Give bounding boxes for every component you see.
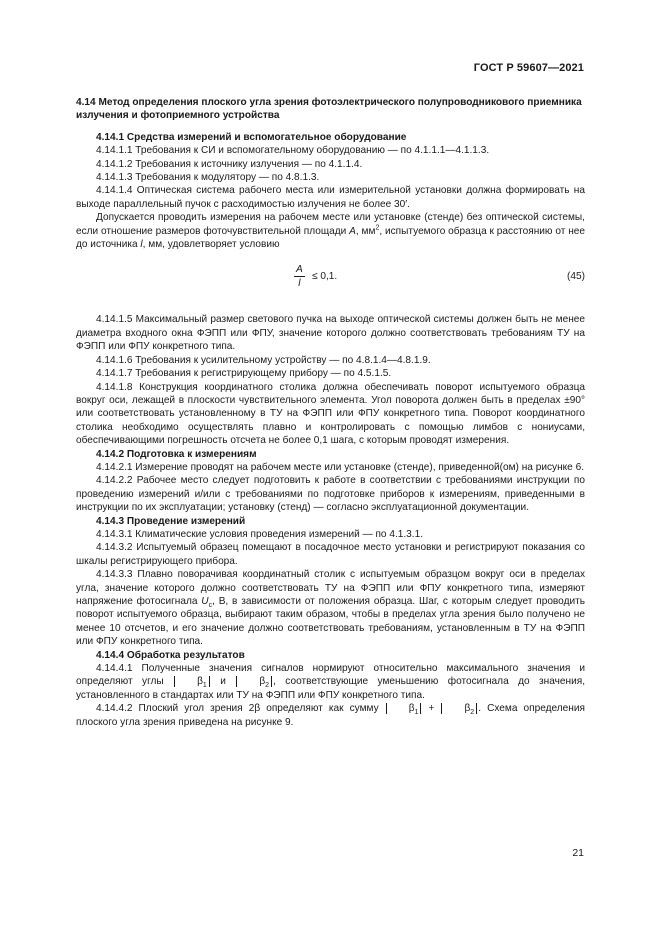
formula-denominator: l	[298, 278, 301, 290]
abs-beta-2: $\beta_2$	[236, 676, 272, 687]
section-title: 4.14 Метод определения плоского угла зрения фотоэлектрического полупроводникового приемника излучения и фотоприемного устройства	[76, 97, 582, 122]
subsection-heading-4-14-2: 4.14.2 Подготовка к измерениям	[96, 448, 257, 460]
abs-beta-1-sum: $\beta_1$	[386, 703, 422, 714]
paragraph-4-14-3-3: 4.14.3.3 Плавно поворачивая координатный столик с испытуемым образцом вокруг оси в пределах угла, значение которого должно соответствовать ТУ на ФЭПП или ФПУ конкретного типа, измеряют напряжение фотосигнала $U_c$, В, в зависимости от положения образца. Шаг, с которым следует проводить поворот испытуемого образца, выбирают таким образом, чтобы в пределах угла зрения было получено не менее 10 отсчетов, и его значение должно соответствовать требованиям, установленным в ТУ на ФЭПП или ФПУ конкретного типа.	[76, 569, 585, 648]
paragraph-4-14-3-2: 4.14.3.2 Испытуемый образец помещают в посадочное место установки и регистрируют показания со шкалы регистрирующего прибора.	[76, 542, 585, 567]
paragraph-4-14-1-4: 4.14.1.4 Оптическая система рабочего места или измерительной установки должна формировать на выходе параллельный пучок с расходимостью излучения не более 30′.	[76, 185, 585, 210]
paragraph-4-14-1-3: 4.14.1.3 Требования к модулятору — по 4.8.1.3.	[96, 172, 320, 184]
abs-beta-2-sum: $\beta_2$	[441, 703, 477, 714]
equation-number: (45)	[567, 271, 585, 283]
paragraph-condition: Допускается проводить измерения на рабочем месте или установке (стенде) без оптической системы, если отношение размеров фоточувствительной площади A, $мм^2$, испытуемого образца к расстоянию от нее до источника l, мм, удовлетворяет условию	[76, 212, 585, 251]
formula-numerator: A	[296, 264, 303, 276]
paragraph-4-14-4-1: 4.14.4.1 Полученные значения сигналов нормируют относительно максимального значения и определяют углы $\beta_1$ и $\beta_2$ , соответствующие уменьшению фотосигнала до значения, установленного в стандартах или ТУ на ФЭПП или ФПУ конкретного типа.	[76, 663, 586, 701]
document-code-header: ГОСТ Р 59607—2021	[473, 62, 584, 74]
formula-45	[76, 261, 585, 301]
formula-fraction	[294, 263, 305, 290]
paragraph-4-14-1-6: 4.14.1.6 Требования к усилительному устройству — по 4.8.1.4—4.8.1.9.	[96, 354, 431, 366]
page-number: 21	[572, 847, 584, 859]
paragraph-4-14-3-1: 4.14.3.1 Климатические условия проведения измерений — по 4.1.3.1.	[96, 528, 424, 540]
paragraph-4-14-1-5: 4.14.1.5 Максимальный размер светового пучка на выходе оптической системы должен быть не менее диаметра входного окна ФЭПП или ФПУ, значение которого должно соответствовать требованиям ТУ на ФЭПП или ФПУ конкретного типа.	[76, 314, 585, 353]
page-content	[76, 96, 585, 729]
subsection-heading-4-14-4: 4.14.4 Обработка результатов	[96, 649, 245, 661]
formula-inequality: ≤ 0,1.	[312, 271, 338, 283]
subsection-heading-4-14-3: 4.14.3 Проведение измерений	[96, 515, 246, 527]
paragraph-4-14-1-7: 4.14.1.7 Требования к регистрирующему прибору — по 4.5.1.5.	[96, 368, 392, 380]
paragraph-4-14-1-2: 4.14.1.2 Требования к источнику излучения — по 4.1.1.4.	[96, 158, 363, 170]
subsection-heading-4-14-1: 4.14.1 Средства измерений и вспомогательное оборудование	[96, 131, 407, 143]
paragraph-4-14-1-8: 4.14.1.8 Конструкция координатного столика должна обеспечивать поворот испытуемого образца вокруг оси, лежащей в плоскости чувствительного элемента. Угол поворота должен быть в пределах ±90° или соответствовать установленному в ТУ на ФЭПП или ФПУ конкретного типа. Поворот координатного столика необходимо осуществлять плавно и контролировать с помощью лимбов с нониусами, обеспечивающими погрешность отсчета не более 0,1 шага, с которым проводят измерения.	[76, 381, 585, 447]
paragraph-4-14-2-1: 4.14.2.1 Измерение проводят на рабочем месте или установке (стенде), приведенной(ом) на рисунке 6.	[96, 461, 585, 473]
paragraph-4-14-2-2: 4.14.2.2 Рабочее место следует подготовить к работе в соответствии с требованиями инструкции по проведению измерений и/или с требованиями по подготовке приборов к измерениям, приведенными в инструкции по их эксплуатации; установку (стенд) — согласно эксплуатационной документации.	[76, 475, 585, 514]
paragraph-4-14-4-2: 4.14.4.2 Плоский угол зрения 2β определяют как сумму $\beta_1 + \beta_2$ . Схема определения плоского угла зрения приведена на рисунке 9.	[76, 703, 585, 728]
abs-beta-1: $\beta_1$	[174, 676, 210, 687]
paragraph-4-14-1-1: 4.14.1.1 Требования к СИ и вспомогательному оборудованию — по 4.1.1.1—4.1.1.3.	[96, 145, 490, 157]
